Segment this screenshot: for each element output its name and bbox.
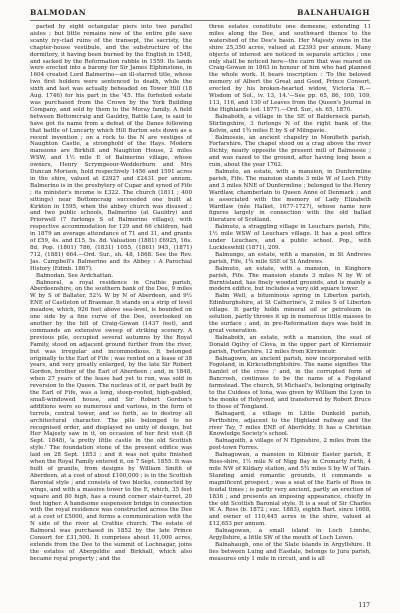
right-column <box>209 24 371 600</box>
header-left-title: BALMODAN <box>30 8 87 17</box>
entry-balmullo: Balmuto, a straggling village in Leuchars parish, Fife, 1½ mile WSW of Leuchars village. It has a post office under Leuchars, and a public school. Pop., with Luckleswhill (1871), 209. <box>209 224 371 251</box>
entry-balmossie: Balmossie, an ancient chapelry in Monifieth parish, Forfarshire. The chapel stood on a crag above the river Dichty, nearly opposite the present mill of Balmossie ; and was razed to the ground, after having long been a ruin, about the year 1762. <box>209 134 371 169</box>
entry-balnaboth-estate: Balnaboth, an estate, with a mansion, the seat of Donald Ogilvy of Clova, in the upper part of Kirriemuir parish, Forfarshire, 12 miles from Kirriemuir. <box>209 334 371 355</box>
entry-balmuto: Balmuto, an estate, with a mansion, in Kinghorn parish, Fife. The mansion stands 3 miles N by W of Burntisland, has finely wooded grounds, and is mainly a modern edifice, but includes a very old square tower. <box>209 265 371 293</box>
entry-balm-well: Balm Well, a bituminous spring in Liberton parish, Edinburghshire, at St Catherine's, 2 miles S of Liberton village. It partly holds mineral oil or petroleum in solution, partly throws it up in numerous little masses to the surface ; and, in pre-Reformation days was held in great veneration. <box>209 293 371 334</box>
header-rule <box>30 20 370 21</box>
entry-balnagown-mansion: Balnagowan, a mansion in Kilmuir Easter parish, E Ross-shire, 1½ mile N of Nigg Bay in Cromarty Firth, 4 mile NW of Kildary station, and 5¾ miles S by W of Tain. Standing amid romantic grounds, it commands a magnificent prospect ; was a seat of the Earls of Ross in feudal times ; is partly very ancient, partly an erection of 1836 ; and presents an imposing appearance, chiefly in the old Scottish Baronial style. It is a seat of Sir Charles W. A. Ross (b. 1872 ; suc. 1883), eighth Bart. since 1668, and owner of 110,445 acres in the shire, valued at £12,653 per annum. <box>209 452 371 528</box>
page-number: 117 <box>358 602 370 609</box>
entry-balnaboth-village: Balnaboth, a village in the SE of Balderneck parish, Stirlingshire, 3 furlongs N of the right bank of the Kelvin, and 1¾ miles E by S of Milngavie. <box>209 113 371 134</box>
header-right-title: BALNAHUAIGH <box>297 8 370 17</box>
entry-balnageith: Balnagoith, a village of N Elginshire, 2 miles from the post-town Forres. <box>209 438 371 452</box>
entry-balmoral: Balmoral, a royal residence in Crathie parish, Aberdeenshire, on the southern bank of the Dee, 9 miles W by S of Ballater, 52¼ W by N of Aberdeen, and 9½ ENE of Castleton of Braemar. It stands on a strip of level meadow, which, 926 feet above sea-level, is bounded on one side by a fine curve of the Dee, overlooked on another by the hill of Craig-Gowan (1437 feet), and commands an extensive sweep of striking scenery. A previous pile, occupied several autumns by the Royal Family, stood on adjacent ground further from the river, but was irregular and incommodious. It belonged originally to the Earl of Fife ; was rented on a lease of 38 years, and very greatly enlarged, by the late Sir Robert Gordon, brother of the Earl of Aberdeen ; and, in 1848, when 27 years of the lease had yet to run, was sold in reversion to the Queen. The nucleus of it, or part built by the Earl of Fife, was a long, steep-roofed, high-gabled, small-windowed house, and Sir Robert Gordon's additions were so numerous and various, in the form of turrets, central tower, and so forth, as to destroy all architectural character. The pile belonged to no recognised order, and displayed no unity of design, but Her Majesty saw in it, on occasion of her first visit (8 Sept. 1848), 'a pretty little castle in the old Scottish style.' The foundation stone of the present edifice was laid on 28 Sept. 1853 ; and it was not quite finished when the Royal Family entered it, on 7 Sept. 1855. It was built of granite, from designs by William Smith of Aberdeen, at a cost of about £100,000 ; is in the Scottish Baronial style ; and consists of two blocks, connected by wings, and with a massive tower to the E, which, 35 feet square and 80 high, has a round corner stair-turret, 20 feet higher. A handsome suspension bridge in connection with the royal residence was constructed across the Dee at a cost of £5000, and forms a communication with the N side of the river at Crathie church. The estate of Balmoral was purchased in 1852 by the late Prince Consort for £31,500. It comprises about 11,000 acres, extends from the Dee to the summit of Lochnagar, joins the estates of Abergeldie and Birkhall, which also became royal property ; and the <box>30 279 192 562</box>
entry-balmoral-continued: three estates constitute one demesne, extending 11 miles along the Dee, and southward thence to the watershed of the Dee's basin. Her Majesty owns in the shire 25,350 acres, valued at £2393 per annum. Many objects of interest are noticed in separate articles ; one only shall be noticed here—the cairn that was reared on Craig-Gowan in 1863 in honour of him who had planned the whole work. It bears inscription : 'To the beloved memory of Albert the Great and Good, Prince Consort, erected by his broken-hearted widow, Victoria R.—Wisdom of Sol., iv. 13, 14.'—See pp. 65, 86, 100, 109, 113, 116, and 130 of Leaves from the Queen's Journal in the Highlands (ed. 1877).—Ord. Sur., sh. 65, 1870. <box>209 24 371 113</box>
entry-balmungo: Balmungo, an estate, with a mansion, in St Andrews parish, Fife, 1¾ mile SSE of St Andrews. <box>209 251 371 265</box>
left-column <box>30 24 192 600</box>
entry-balnagown-island: Balnagowan, a small island in Loch Linnhe, Argyllshire, a little SW of the mouth of Loch Leven. <box>209 528 371 542</box>
entry-balnagard: Balnagard, a village in Little Dunkeld parish, Perthshire, adjacent to the Highland railway and the river Tay, 7 miles ENE of Aberfeldy. It has a Christian Knowledge Society's school. <box>209 410 371 438</box>
entry-balnacross: Balnagown, an ancient parish, now incorporated with Fogoland, in Kirkcudbrightshire. The name signifies 'the hamlet of the cross ;' and, in the corrupted form of Bancrosh, continues to be the name of a Fogoland farmstead. The church, St Michael's, belonging originally to the Culdees of Iona, was given by William the Lyon to the monks of Holyrood, and transferred by Robert Bruce to those of Tongland. <box>209 355 371 410</box>
entry-balmule: Balmuto, an estate, with a mansion, in Dunfermline parish, Fife. The mansion stands 3 mile W of Loch Fitty and 3 miles NNE of Dunfermline ; belonged to the Henry Wardlaw, chamberlain to Queen Anne of Denmark ; and is associated with the memory of Lady Elizabeth Wardlaw (née Halket, 1677-1727), whose name now figures largely in connection with the old ballad literature of Scotland. <box>209 169 371 224</box>
entry-balmodan: Balmodan. See Ardchattan. <box>36 272 114 279</box>
entry-balmerino: parted by eight octangular piers into two parallel aisles ; but little remains now of the entire pile save scanty ivy-clad ruins of the transept, the sacristy, the chapter-house vestibule, and the substructure of the dormitory, it having been burned by the English in 1548, and sacked by the Reformation rabble in 1559. Its lands were erected into a barony for Sir James Elphinstone, in 1604 created Lord Balmerino—an ill-starred title, whose two first holders were sentenced to death, while the sixth and last was actually beheaded on Tower Hill (18 Aug. 1746) for his part in the '45. His forfeited estate was purchased from the Crown by the York Building Company, and sold by them to the Moray family. A field between Bottomcraig and Gauldry, Battle Law, is said to have got its name from a defeat of the Danes following that battle of Luncarty which Hill Burton sets down as a recent invention ; on a rock to the N are vestiges of Naughton Castle, a stronghold of the Hays. Modern mansions are Birkhill and Naughton House, 2 miles WSW, and 1½ mile E of Balmerino village, whose owners, Henry Scrymgeour-Wedderburn and Mrs Duncan Morison, hold respectively 1456 and 1591 acres in the shire, valued at £2927 and £2431 per annum. Balmerino is in the presbytery of Cupar and synod of Fife ; its minister's income is £322. The church (1811 ; 400 sittings) near Bottomcraig succeeded one built at Kirkton in 1595, when the abbey church was disused ; and two public schools, Balmerino (at Gauldry) and Priorwell (7 furlongs S of Balmerino village), with respective accommodation for 129 and 66 children, had in 1879 an average attendance of 71 and 31, and grants of £59, 4s. and £15, 5s. 8d. Valuation (1881) £6925, 16s. 8d. Pop. (1801) 786, (1831) 1055, (1861) 945, (1871) 712, (1881) 664.—Ord. Sur., sh. 48, 1868. See the Rev. Jas. Campbell's Balmerino and its Abbey : A Parochial History (Edinb. 1867). <box>30 24 192 272</box>
entry-balnahuaigh: Balnahaugh, one of the Slate islands in Argyllshire. It lies between Luing and Easdale, belongs to Jura parish, measures only 1 mile in circuit, and is all <box>209 541 371 562</box>
running-header <box>30 8 370 20</box>
